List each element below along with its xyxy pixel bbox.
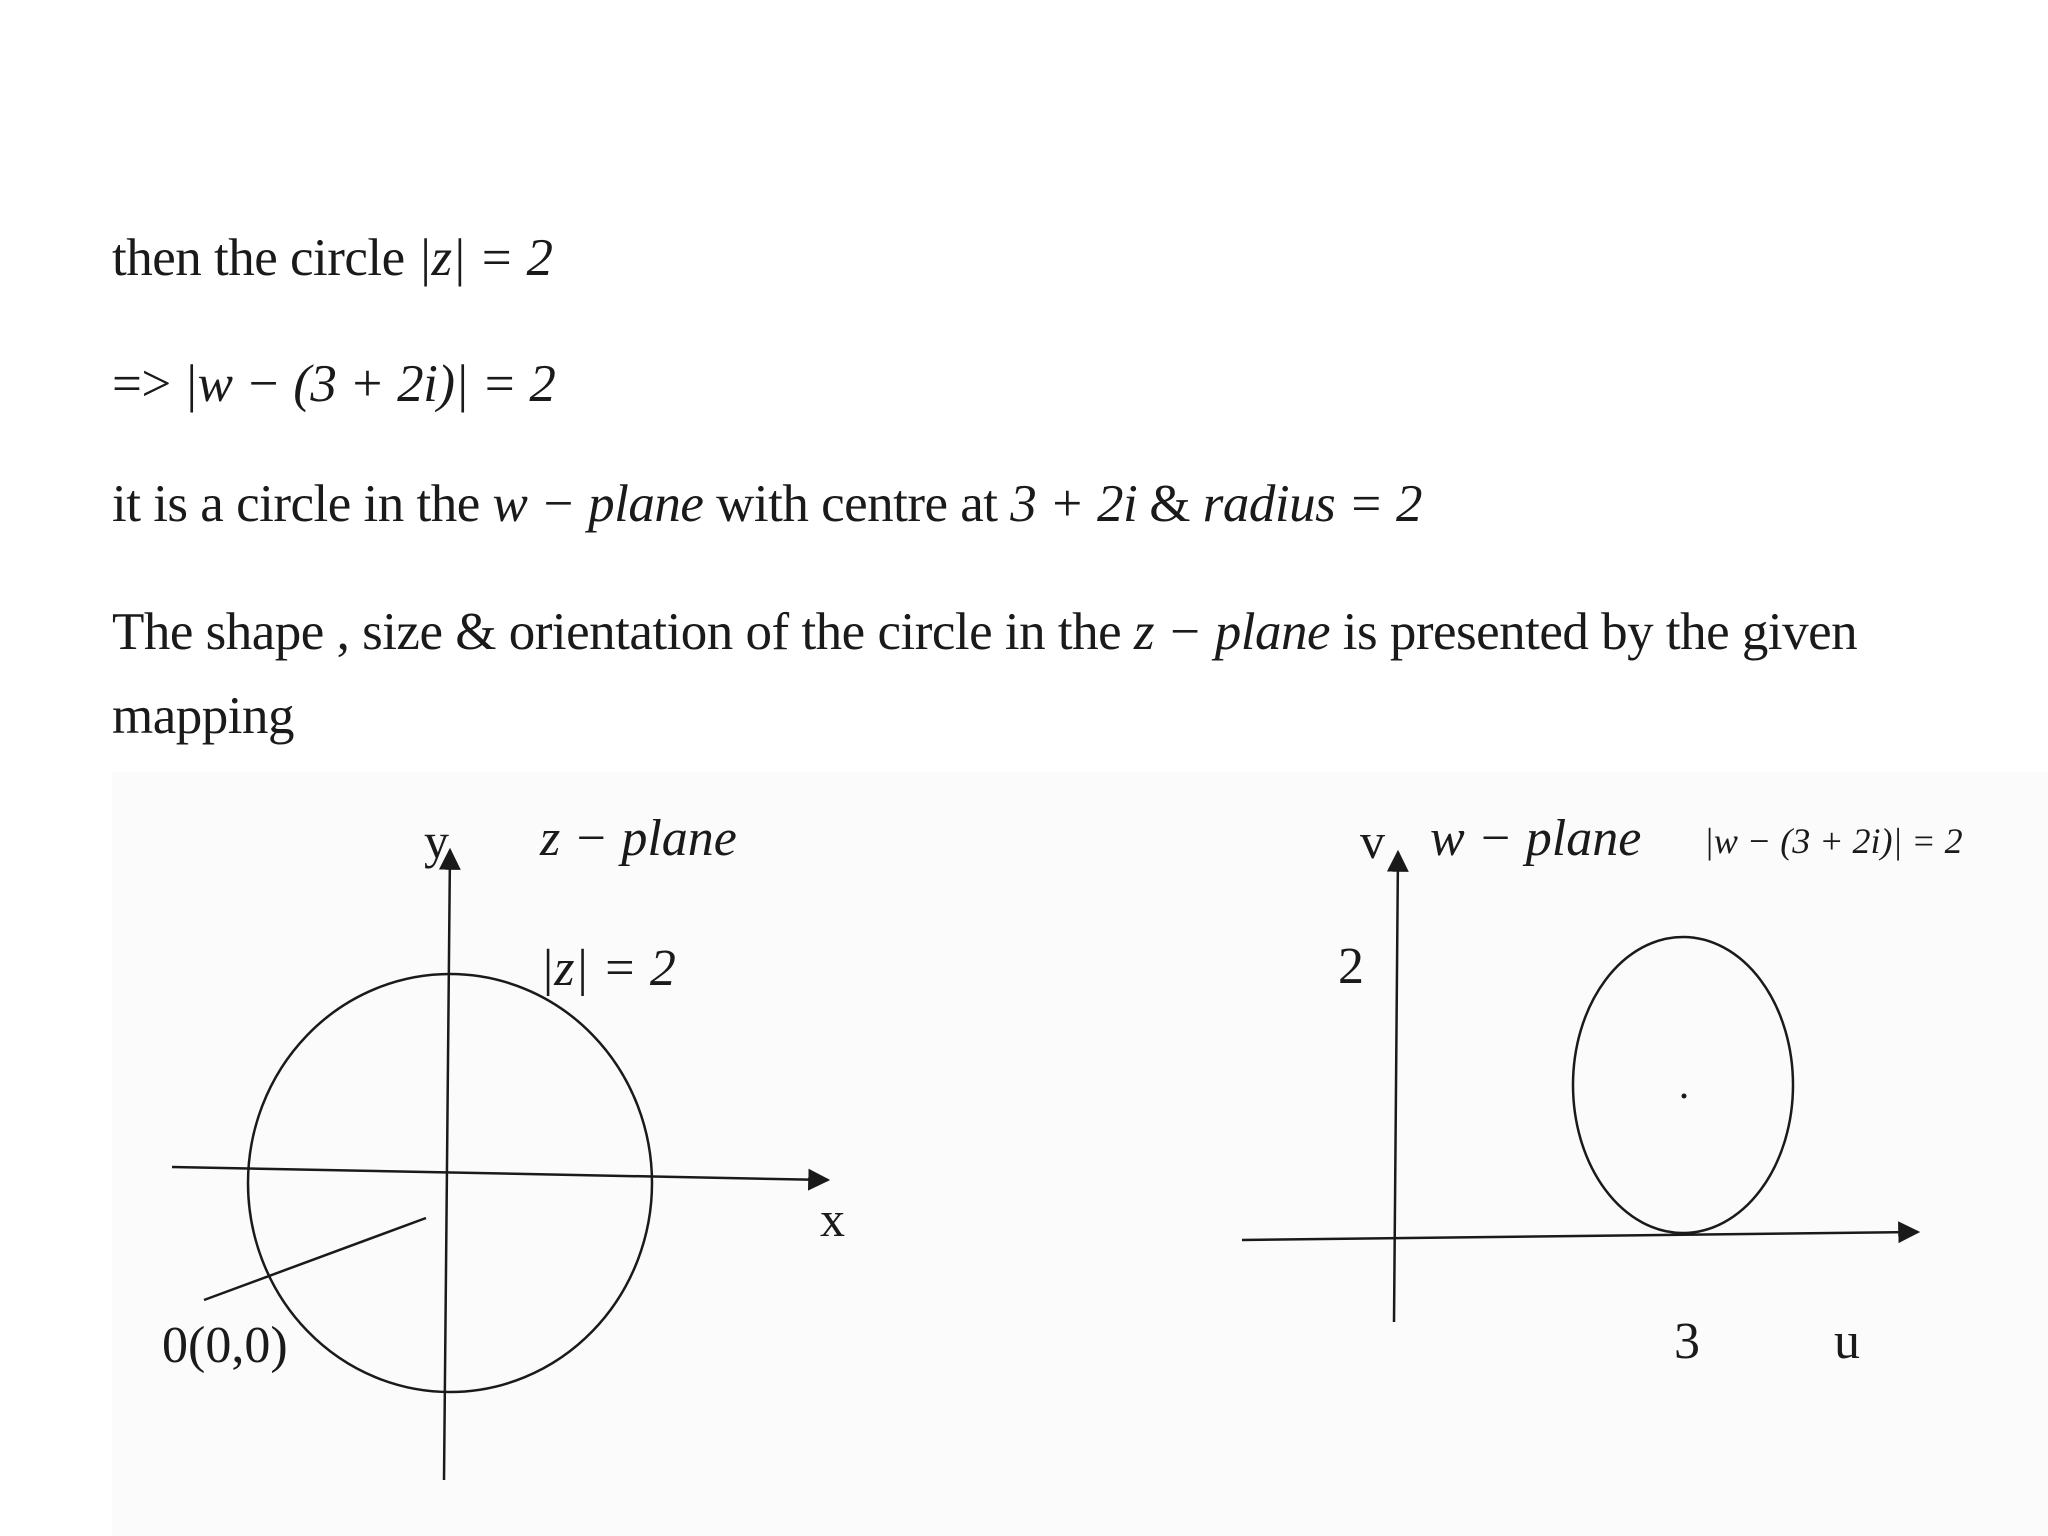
w-plane-v-label: v [1360, 813, 1385, 869]
line4-z-plane: z − plane [1133, 603, 1330, 661]
line4-text-b: is presented by the given [1329, 603, 1858, 661]
z-circle-label: |z| = 2 [540, 940, 676, 997]
z-plane-title: z − plane [540, 810, 737, 867]
w-plane-v-axis [1394, 852, 1398, 1322]
z-plane-x-label: x [820, 1191, 845, 1247]
line3-radius: radius = 2 [1202, 475, 1423, 533]
w-plane-circle [1573, 937, 1793, 1233]
line3-text-a: it is a circle in the [112, 475, 493, 533]
w-plane-u-axis [1242, 1232, 1918, 1240]
origin-leader-line [204, 1218, 426, 1300]
z-plane-y-label: y [424, 813, 449, 869]
w-plane-u-label: u [1834, 1313, 1860, 1370]
origin-label: 0(0,0) [162, 1317, 288, 1374]
w-plane-v-tick-2: 2 [1338, 938, 1364, 995]
z-plane-diagram [172, 850, 828, 1480]
text-line-mapping: mapping [112, 687, 294, 745]
w-circle-centre-dot [1682, 1094, 1687, 1099]
line1-equation: |z| = 2 [417, 229, 553, 287]
line3-w-plane: w − plane [492, 475, 704, 533]
line3-ampersand: & [1149, 475, 1203, 533]
z-plane-x-axis [172, 1167, 828, 1180]
w-plane-diagram [1242, 852, 1918, 1322]
line4-text-a: The shape , size & orientation of the circle in the [112, 603, 1134, 661]
z-plane-circle [248, 974, 652, 1392]
line3-centre: 3 + 2i [1010, 475, 1138, 533]
w-plane-title: w − plane [1430, 810, 1642, 867]
line2-equation: |w − (3 + 2i)| = 2 [183, 355, 556, 413]
w-plane-equation: |w − (3 + 2i)| = 2 [1704, 821, 1963, 861]
w-plane-u-tick-3: 3 [1674, 1313, 1700, 1370]
line2-arrow-text: => [112, 355, 184, 413]
z-plane-y-axis [444, 850, 450, 1480]
line1-text: then the circle [112, 229, 418, 287]
line3-text-b: with centre at [703, 475, 1011, 533]
